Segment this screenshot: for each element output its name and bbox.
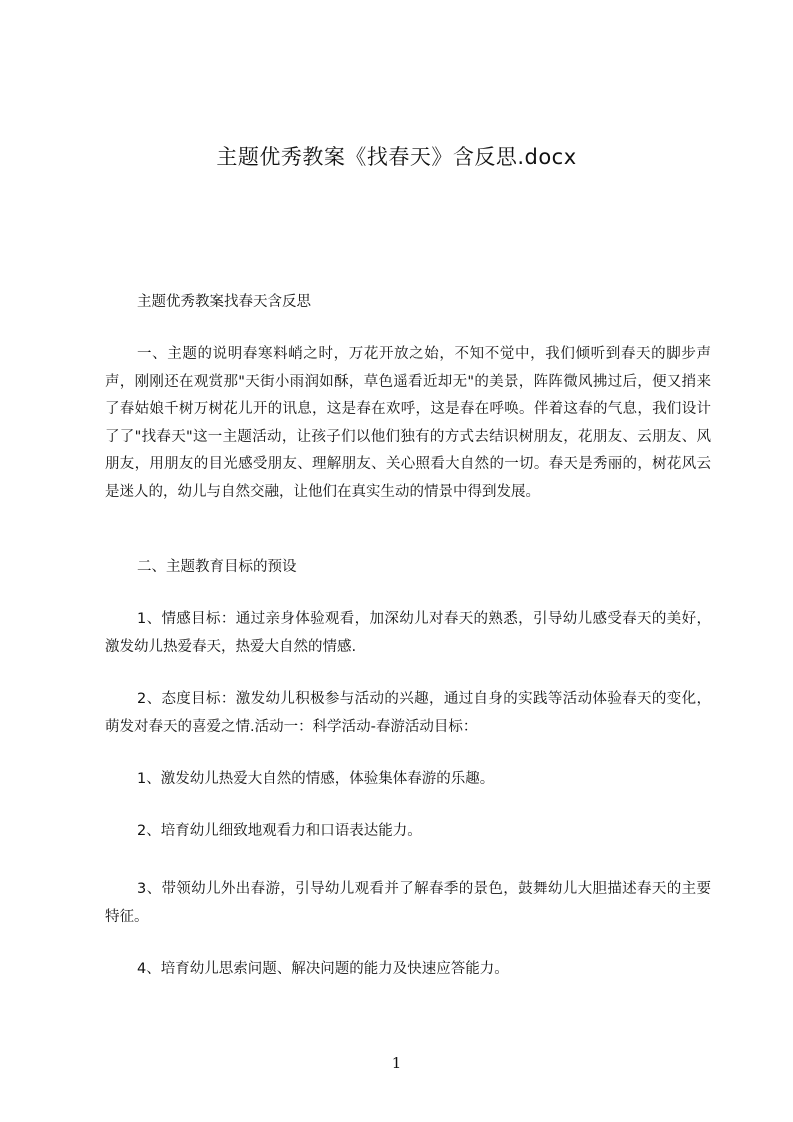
paragraph-goal-item-3: 3、带领幼儿外出春游，引导幼儿观看并了解春季的景色，鼓舞幼儿大胆描述春天的主要特征。 xyxy=(105,881,711,925)
paragraph-goal-item-1: 1、激发幼儿热爱大自然的情感，体验集体春游的乐趣。 xyxy=(137,771,495,787)
paragraph-goal-item-4: 4、培育幼儿思索问题、解决问题的能力及快速应答能力。 xyxy=(137,961,509,977)
paragraph-theme-description: 一、主题的说明春寒料峭之时，万花开放之始，不知不觉中，我们倾听到春天的脚步声声，刚刚还在观赏那"天街小雨润如酥，草色遥看近却无"的美景，阵阵微风拂过后，便又捎来了春姑娘千树万树花儿开的讯息，这是春在欢呼，这是春在呼唤。伴着这春的气息，我们设计了了"找春天"这一主题活动，让孩子们以他们独有的方式去结识树朋友，花朋友、云朋友、风朋友，用朋友的目光感受朋友、理解朋友、关心照看大自然的一切。春天是秀丽的，树花风云是迷人的，幼儿与自然交融，让他们在真实生动的情景中得到发展。 xyxy=(105,346,711,500)
paragraph-attitude-goal: 2、态度目标：激发幼儿积极参与活动的兴趣，通过自身的实践等活动体验春天的变化，萌发对春天的喜爱之情.活动一：科学活动-春游活动目标： xyxy=(105,691,711,735)
paragraph-goal-item-2: 2、培育幼儿细致地观看力和口语表达能力。 xyxy=(137,823,422,839)
document-title: 主题优秀教案《找春天》含反思.docx xyxy=(216,145,577,169)
page-number: 1 xyxy=(391,1054,402,1072)
paragraph-emotional-goal: 1、情感目标：通过亲身体验观看，加深幼儿对春天的熟悉，引导幼儿感受春天的美好，激发幼儿热爱春天，热爱大自然的情感. xyxy=(105,611,711,655)
document-subtitle: 主题优秀教案找春天含反思 xyxy=(137,294,311,310)
paragraph-goals-heading: 二、主题教育目标的预设 xyxy=(137,559,297,575)
